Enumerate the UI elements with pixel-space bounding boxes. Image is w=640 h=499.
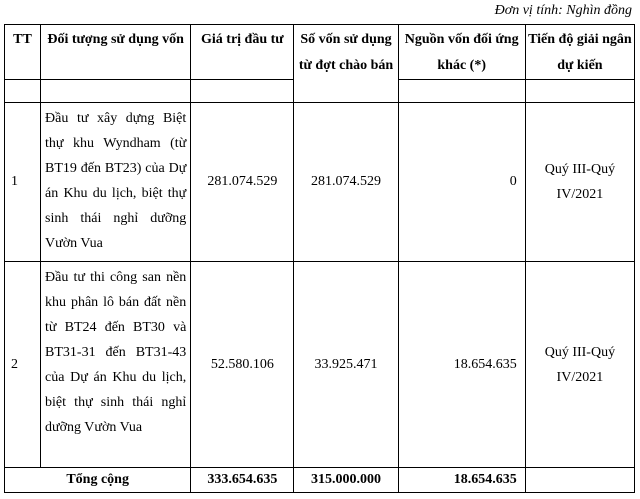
table-row <box>5 103 635 262</box>
row-investment-value: 281.074.529 <box>191 103 294 262</box>
row-tt: 2 <box>5 262 41 468</box>
total-other-sources: 18.654.635 <box>398 468 525 493</box>
row-investment-value: 52.580.106 <box>191 262 294 468</box>
table-row <box>5 262 635 468</box>
unit-note: Đơn vị tính: Nghìn đồng <box>494 3 632 18</box>
row-other-sources: 18.654.635 <box>398 262 525 468</box>
total-investment-value: 333.654.635 <box>191 468 294 493</box>
header-other-sources: Nguồn vốn đối ứng khác (*) <box>398 25 525 80</box>
total-capital-used: 315.000.000 <box>294 468 398 493</box>
header-schedule: Tiến độ giải ngân dự kiến <box>525 25 634 80</box>
row-object: Đầu tư thi công san nền khu phân lô bán đất nền từ BT24 đến BT30 và BT31-31 đến BT31-43 của Dự án Khu du lịch, biệt thự sinh thái nghỉ dưỡng Vườn Vua <box>41 262 191 468</box>
header-object: Đối tượng sử dụng vốn <box>41 25 191 80</box>
header-row <box>5 25 635 80</box>
row-object: Đầu tư xây dựng Biệt thự khu Wyndham (từ BT19 đến BT23) của Dự án Khu du lịch, biệt thự sinh thái nghỉ dưỡng Vườn Vua <box>41 103 191 262</box>
row-other-sources: 0 <box>398 103 525 262</box>
row-capital-used: 33.925.471 <box>294 262 398 468</box>
row-schedule: Quý III-Quý IV/2021 <box>525 103 634 262</box>
total-label: Tổng cộng <box>5 468 191 493</box>
total-row <box>5 468 635 493</box>
header-capital-used: Số vốn sử dụng từ đợt chào bán <box>294 25 398 103</box>
row-capital-used: 281.074.529 <box>294 103 398 262</box>
header-investment-value: Giá trị đầu tư <box>191 25 294 80</box>
capital-usage-table <box>4 24 635 493</box>
row-schedule: Quý III-Quý IV/2021 <box>525 262 634 468</box>
row-tt: 1 <box>5 103 41 262</box>
header-tt: TT <box>5 25 41 80</box>
